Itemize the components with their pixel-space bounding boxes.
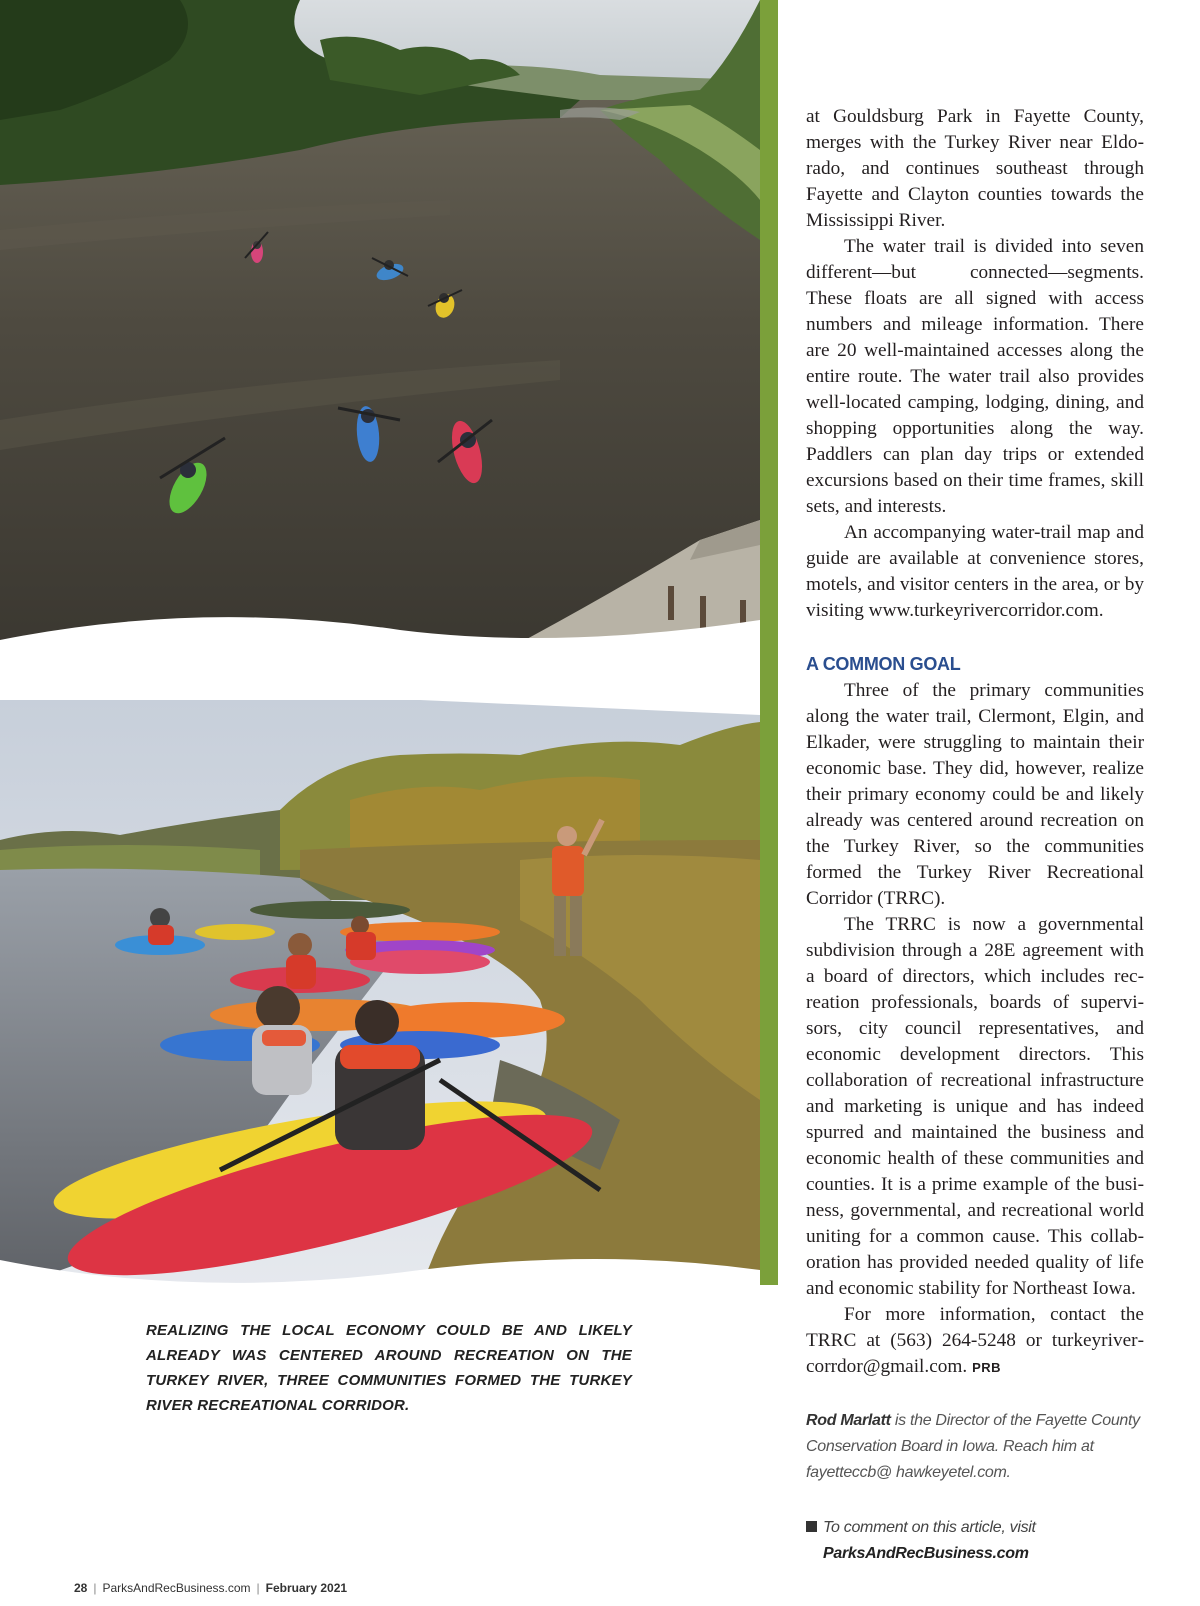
author-name: Rod Marlatt bbox=[806, 1412, 891, 1429]
page-number: 28 bbox=[74, 1581, 88, 1595]
photo-kayakers-on-river bbox=[0, 0, 760, 648]
photo-group-at-riverbank bbox=[0, 700, 760, 1292]
footer-site: ParksAndRecBusiness.com bbox=[102, 1581, 251, 1595]
footer-divider: | bbox=[256, 1581, 260, 1595]
article-body bbox=[806, 104, 1144, 1381]
footer-issue: February 2021 bbox=[265, 1581, 348, 1595]
square-bullet-icon bbox=[806, 1521, 817, 1532]
photo-caption: REALIZING THE LOCAL ECONOMY COULD BE AND LIKELY ALREADY WAS CENTERED AROUND RECREATION ON THE TURKEY RIVER, THREE COMMUNITIES FORMED THE TURKEY RIVER RECREATIONAL CORRIDOR. bbox=[146, 1322, 632, 1414]
article-paragraph: Three of the primary communities along the water trail, Clermont, Elgin, and Elkader, were struggling to maintain their economic base. They did, however, realize their primary economy could be and likely already was centered around recreation on the Turkey River, so the communities formed the Turkey River Recreational Corridor (TRRC). bbox=[806, 680, 1144, 909]
accent-sidebar-bar bbox=[760, 0, 778, 1285]
article-paragraph-last bbox=[806, 1302, 1144, 1381]
article-paragraph: The water trail is divided into seven different—but connected—segments. These floats are all signed with access numbers and mileage information. There are 20 well-maintained accesses along the entire route. The water trail also provides well-located camping, lodging, dining, and shopping opportunities along the way. Paddlers can plan day trips or extended excursions based on their time frames, skill sets, and interests. bbox=[806, 236, 1144, 517]
comment-link[interactable]: ParksAndRecBusiness.com bbox=[823, 1545, 1029, 1562]
end-mark: PRB bbox=[972, 1360, 1002, 1375]
author-bio bbox=[806, 1408, 1146, 1486]
comment-text: To comment on this article, visit bbox=[823, 1519, 1036, 1536]
section-heading: A COMMON GOAL bbox=[806, 654, 961, 674]
contact-text: For more information, contact the TRRC at (563) 264-5248 or turkeyrivercorrdor@gmail.com. bbox=[806, 1304, 1144, 1377]
comment-note bbox=[806, 1515, 1146, 1567]
article-paragraph: An accompanying water-trail map and guide are available at convenience stores, motels, and visitor centers in the area, or by visiting www.turkeyrivercorridor.com. bbox=[806, 522, 1144, 621]
page-footer bbox=[74, 1581, 347, 1595]
article-paragraph: The TRRC is now a governmental subdivision through a 28E agreement with a board of directors, which includes recreation professionals, boards of supervisors, city council representatives, and economic development directors. This collaboration of recreational infrastructure and marketing is unique and has indeed spurred and maintained the business and economic health of these communities and counties. It is a prime example of the business, governmental, and recreational world uniting for a common cause. This collaboration has provided needed quality of life and economic stability for Northeast Iowa. bbox=[806, 914, 1144, 1299]
article-paragraph: at Gouldsburg Park in Fayette County, merges with the Turkey River near Eldorado, and continues southeast through Fayette and Clayton counties towards the Mississippi River. bbox=[806, 106, 1144, 231]
author-bio-text: is the Director of the Fayette County Conservation Board in Iowa. Reach him at fayetteccb@ hawkeyetel.com. bbox=[806, 1412, 1140, 1481]
footer-divider: | bbox=[93, 1581, 97, 1595]
